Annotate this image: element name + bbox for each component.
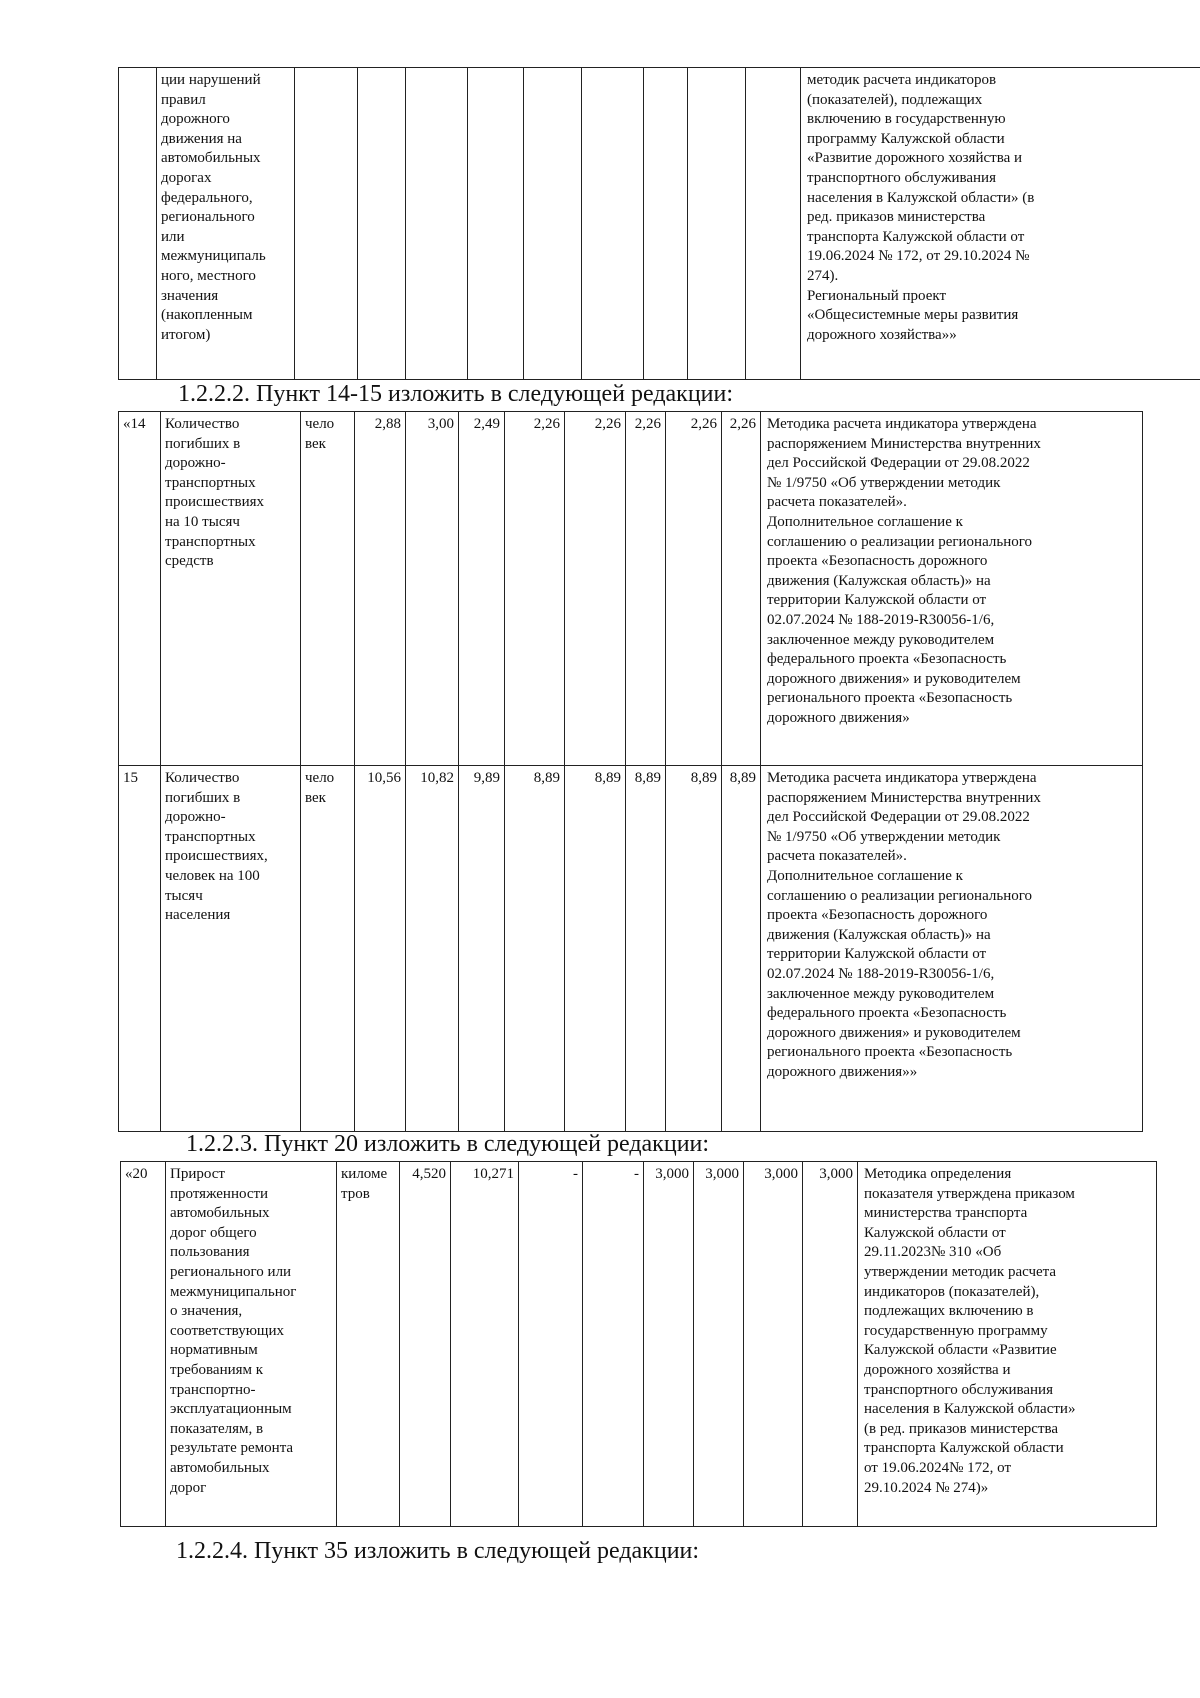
value-cell: 8,89: [626, 766, 666, 1132]
value-cell: 2,26: [626, 412, 666, 766]
value-cell: 10,82: [406, 766, 459, 1132]
unit: киломе тров: [337, 1162, 400, 1527]
table-items-14-15: [118, 411, 1143, 1132]
indicator-name: Количество погибших в дорожно- транспортных происшествиях на 10 тысяч транспортных средств: [161, 412, 301, 766]
value-cell: 8,89: [565, 766, 626, 1132]
methodology-source: Методика расчета индикатора утверждена распоряжением Министерства внутренних дел Российской Федерации от 29.08.2022 № 1/9750 «Об утверждении методик расчета показателей». Дополнительное соглашение к соглашению о реализации регионального проекта «Безопасность дорожного движения (Калужская область)» на территории Калужской области от 02.07.2024 № 188-2019-R30056-1/6, заключенное между руководителем федерального проекта «Безопасность дорожного движения» и руководителем регионального проекта «Безопасность дорожного движения»: [761, 412, 1143, 766]
empty-cell: [406, 68, 468, 380]
value-cell: 9,89: [459, 766, 505, 1132]
section-heading-1: 1.2.2.2. Пункт 14-15 изложить в следующей редакции:: [178, 381, 734, 407]
unit: чело век: [301, 766, 355, 1132]
empty-cell: [358, 68, 406, 380]
value-cell: -: [519, 1162, 583, 1527]
indicator-name: Количество погибших в дорожно- транспортных происшествиях, человек на 100 тысяч населения: [161, 766, 301, 1132]
empty-cell: [688, 68, 746, 380]
row-number: [119, 68, 157, 380]
section-heading-2: 1.2.2.3. Пункт 20 изложить в следующей редакции:: [186, 1131, 710, 1157]
table-row: [119, 412, 1143, 766]
table-item-20: [120, 1161, 1157, 1527]
value-cell: 8,89: [666, 766, 722, 1132]
methodology-source: методик расчета индикаторов (показателей), подлежащих включению в государственную программу Калужской области «Развитие дорожного хозяйства и транспортного обслуживания населения в Калужской области» (в ред. приказов министерства транспорта Калужской области от 19.06.2024 № 172, от 29.10.2024 № 274). Региональный проект «Общесистемные меры развития дорожного хозяйства»»: [801, 68, 1200, 380]
unit: чело век: [301, 412, 355, 766]
methodology-source: Методика определения показателя утверждена приказом министерства транспорта Калужской области от 29.11.2023№ 310 «Об утверждении методик расчета индикаторов (показателей), подлежащих включению в государственную программу Калужской области «Развитие дорожного хозяйства и транспортного обслуживания населения в Калужской области» (в ред. приказов министерства транспорта Калужской области от 19.06.2024№ 172, от 29.10.2024 № 274)»: [858, 1162, 1157, 1527]
row-number: 15: [119, 766, 161, 1132]
table-row: [119, 766, 1143, 1132]
value-cell: 4,520: [400, 1162, 451, 1527]
empty-cell: [295, 68, 358, 380]
value-cell: 2,26: [722, 412, 761, 766]
methodology-source: Методика расчета индикатора утверждена распоряжением Министерства внутренних дел Российской Федерации от 29.08.2022 № 1/9750 «Об утверждении методик расчета показателей». Дополнительное соглашение к соглашению о реализации регионального проекта «Безопасность дорожного движения (Калужская область)» на территории Калужской области от 02.07.2024 № 188-2019-R30056-1/6, заключенное между руководителем федерального проекта «Безопасность дорожного движения» и руководителем регионального проекта «Безопасность дорожного движения»»: [761, 766, 1143, 1132]
indicator-name: Прирост протяженности автомобильных дорог общего пользования регионального или межмуниципальног о значения, соответствующих нормативным требованиям к транспортно- эксплуатационным показателям, в результате ремонта автомобильных дорог: [166, 1162, 337, 1527]
value-cell: 3,000: [744, 1162, 803, 1527]
empty-cell: [746, 68, 801, 380]
value-cell: 8,89: [505, 766, 565, 1132]
value-cell: 3,000: [803, 1162, 858, 1527]
empty-cell: [468, 68, 524, 380]
row-number: «14: [119, 412, 161, 766]
value-cell: -: [583, 1162, 644, 1527]
table-row: [119, 68, 1200, 380]
value-cell: 3,000: [694, 1162, 744, 1527]
empty-cell: [582, 68, 644, 380]
value-cell: 2,88: [355, 412, 406, 766]
value-cell: 10,56: [355, 766, 406, 1132]
value-cell: 10,271: [451, 1162, 519, 1527]
section-heading-3: 1.2.2.4. Пункт 35 изложить в следующей редакции:: [176, 1538, 700, 1564]
empty-cell: [644, 68, 688, 380]
value-cell: 3,000: [644, 1162, 694, 1527]
value-cell: 2,49: [459, 412, 505, 766]
value-cell: 2,26: [505, 412, 565, 766]
value-cell: 8,89: [722, 766, 761, 1132]
table-continuation: [118, 67, 1200, 380]
value-cell: 2,26: [666, 412, 722, 766]
indicator-name: ции нарушений правил дорожного движения на автомобильных дорогах федерального, регионального или межмуниципаль ного, местного значения (накопленным итогом): [157, 68, 295, 380]
table-row: [121, 1162, 1157, 1527]
row-number: «20: [121, 1162, 166, 1527]
value-cell: 3,00: [406, 412, 459, 766]
value-cell: 2,26: [565, 412, 626, 766]
empty-cell: [524, 68, 582, 380]
